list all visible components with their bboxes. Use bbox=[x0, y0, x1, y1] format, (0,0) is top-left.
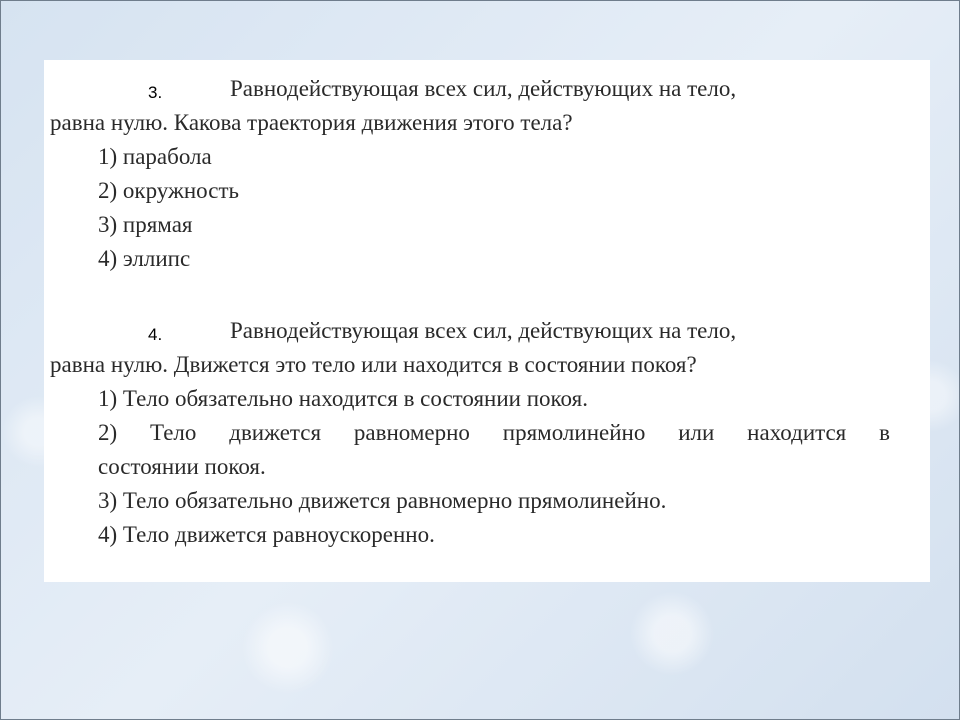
question-number: 4. bbox=[148, 325, 163, 344]
answer-option: 4) Тело движется равноускоренно. bbox=[98, 522, 435, 547]
question-card bbox=[44, 60, 930, 582]
question-stem: Равнодействующая всех сил, действующих на тело, bbox=[230, 318, 737, 343]
question-stem: Равнодействующая всех сил, действующих на тело, bbox=[230, 76, 737, 101]
answer-option: 2) окружность bbox=[98, 178, 239, 203]
question-stem-line bbox=[44, 72, 930, 106]
question-number: 3. bbox=[148, 83, 163, 102]
question-stem-line bbox=[44, 314, 930, 348]
question-stem-line bbox=[44, 348, 930, 382]
question-stem-line bbox=[44, 106, 930, 140]
answer-option: 3) прямая bbox=[98, 212, 193, 237]
answer-option: 3) Тело обязательно движется равномерно прямолинейно. bbox=[98, 488, 667, 513]
question-4 bbox=[44, 314, 930, 552]
answer-option: 1) парабола bbox=[98, 144, 212, 169]
question-stem: равна нулю. Движется это тело или находится в состоянии покоя? bbox=[50, 352, 697, 377]
question-3 bbox=[44, 72, 930, 276]
answer-option: 1) Тело обязательно находится в состоянии покоя. bbox=[98, 386, 588, 411]
answer-option: 4) эллипс bbox=[98, 246, 191, 271]
question-stem: равна нулю. Какова траектория движения этого тела? bbox=[50, 110, 573, 135]
answer-option: 2) Тело движется равномерно прямолинейно или находится в bbox=[98, 420, 890, 445]
answer-option-continuation: состоянии покоя. bbox=[98, 454, 266, 479]
